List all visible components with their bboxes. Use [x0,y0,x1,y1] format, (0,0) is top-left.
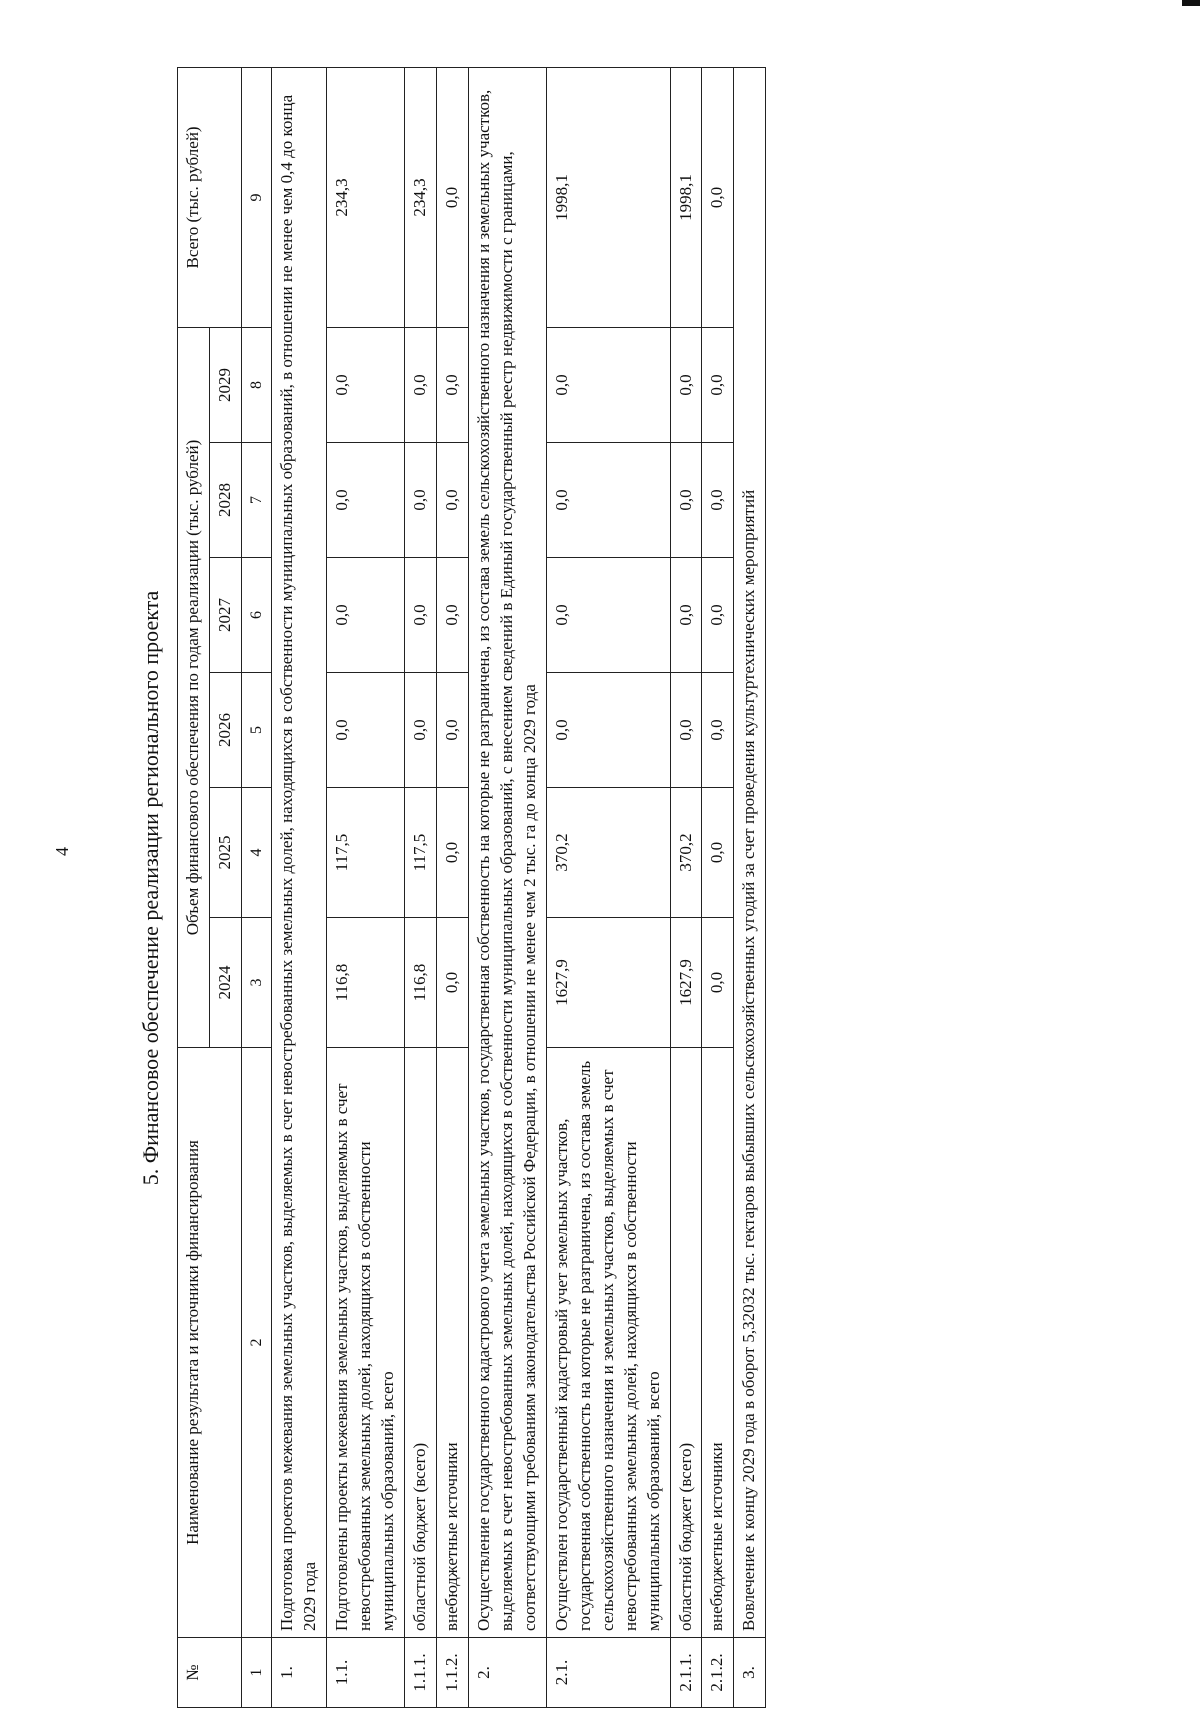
table-row [670,67,702,1707]
row-number: 2. [469,1638,547,1708]
row-number: 2.1. [546,1638,670,1708]
row-value: 1627,9 [546,918,670,1048]
header-year: 2028 [209,443,241,558]
row-value: 0,0 [327,443,405,558]
table-row [405,67,437,1707]
section-row [272,67,327,1707]
row-name: Осуществлен государственный кадастровый учет земельных участков, государственная собственность на которые не разграничена, из состава земель сельскохозяйственного назначения и земельных участков, выделяемых в счет невостребованных земельных долей, находящихся в собственности муниципальных образований, всего [546,1048,670,1638]
row-value: 0,0 [327,558,405,673]
column-index: 8 [241,327,272,442]
row-number: 1. [272,1638,327,1708]
section-description: Осуществление государственного кадастрового учета земельных участков, государственная собственность на которые не разграничена, из состава земель сельскохозяйственного назначения и земельных участков, выделяемых в счет невостребованных земельных долей, находящихся в собственности муниципальных образований, с внесением сведений в Единый государственный реестр недвижимости с границами, соответствующими требованиям законодательства Российской Федерации, в отношении не менее чем 2 тыс. га до конца 2029 года [469,67,547,1637]
header-year: 2026 [209,673,241,788]
header-year: 2025 [209,788,241,918]
row-value: 0,0 [327,327,405,442]
row-value: 0,0 [670,443,702,558]
row-value: 0,0 [437,788,469,918]
row-value: 117,5 [327,788,405,918]
row-total: 0,0 [702,67,734,327]
column-index: 4 [241,788,272,918]
row-value: 0,0 [405,673,437,788]
column-index: 7 [241,443,272,558]
row-value: 0,0 [437,673,469,788]
row-name: внебюджетные источники [437,1048,469,1638]
row-value: 0,0 [437,558,469,673]
row-value: 0,0 [702,327,734,442]
financing-table [177,67,766,1708]
row-number: 1.1.1. [405,1638,437,1708]
corner-mark [1182,0,1200,6]
row-value: 1627,9 [670,918,702,1048]
section-row [734,67,766,1707]
row-value: 0,0 [546,443,670,558]
row-name: внебюджетные источники [702,1048,734,1638]
section-description: Вовлечение к концу 2029 года в оборот 5,32032 тыс. гектаров выбывших сельскохозяйственных угодий за счет проведения культуртехнических мероприятий [734,67,766,1637]
table-row [327,67,405,1707]
row-value: 0,0 [546,327,670,442]
header-year: 2027 [209,558,241,673]
row-name: Подготовлены проекты межевания земельных участков, выделяемых в счет невостребованных земельных долей, находящихся в собственности муниципальных образований, всего [327,1048,405,1638]
header-year: 2024 [209,918,241,1048]
row-value: 0,0 [437,918,469,1048]
row-total: 234,3 [405,67,437,327]
row-name: областной бюджет (всего) [670,1048,702,1638]
row-value: 0,0 [327,673,405,788]
section-description: Подготовка проектов межевания земельных участков, выделяемых в счет невостребованных земельных долей, находящихся в собственности муниципальных образований, в отношении не менее чем 0,4 до конца 2029 года [272,67,327,1637]
row-value: 116,8 [327,918,405,1048]
row-value: 0,0 [546,558,670,673]
row-value: 0,0 [437,327,469,442]
header-year: 2029 [209,327,241,442]
column-index: 5 [241,673,272,788]
column-index: 3 [241,918,272,1048]
column-index: 1 [241,1638,272,1708]
header-no: № [178,1638,242,1708]
column-index: 2 [241,1048,272,1638]
row-number: 2.1.1. [670,1638,702,1708]
row-value: 0,0 [702,673,734,788]
row-value: 370,2 [670,788,702,918]
table-row [546,67,670,1707]
row-value: 0,0 [546,673,670,788]
row-total: 234,3 [327,67,405,327]
column-index: 6 [241,558,272,673]
column-index: 9 [241,67,272,327]
row-value: 0,0 [702,443,734,558]
row-total: 1998,1 [670,67,702,327]
section-title: 5. Финансовое обеспечение реализации регионального проекта [138,590,163,1186]
row-number: 1.1. [327,1638,405,1708]
row-value: 0,0 [670,558,702,673]
row-number: 2.1.2. [702,1638,734,1708]
header-volume: Объем финансового обеспечения по годам реализации (тыс. рублей) [178,327,210,1047]
page-number: 4 [52,847,72,856]
row-number: 1.1.2. [437,1638,469,1708]
row-value: 116,8 [405,918,437,1048]
row-value: 0,0 [702,918,734,1048]
row-value: 117,5 [405,788,437,918]
header-name: Наименование результата и источники финансирования [178,1048,242,1638]
row-value: 0,0 [670,673,702,788]
table-body [178,67,766,1707]
section-row [469,67,547,1707]
row-value: 0,0 [405,558,437,673]
row-value: 0,0 [670,327,702,442]
table-row [437,67,469,1707]
row-total: 1998,1 [546,67,670,327]
row-value: 370,2 [546,788,670,918]
column-index-row [241,67,272,1707]
row-value: 0,0 [437,443,469,558]
row-value: 0,0 [405,443,437,558]
row-number: 3. [734,1638,766,1708]
row-total: 0,0 [437,67,469,327]
row-value: 0,0 [405,327,437,442]
header-row-1 [178,67,210,1707]
rotated-page-content [125,68,1185,1708]
header-total: Всего (тыс. рублей) [178,67,242,327]
row-name: областной бюджет (всего) [405,1048,437,1638]
row-value: 0,0 [702,558,734,673]
table-row [702,67,734,1707]
row-value: 0,0 [702,788,734,918]
